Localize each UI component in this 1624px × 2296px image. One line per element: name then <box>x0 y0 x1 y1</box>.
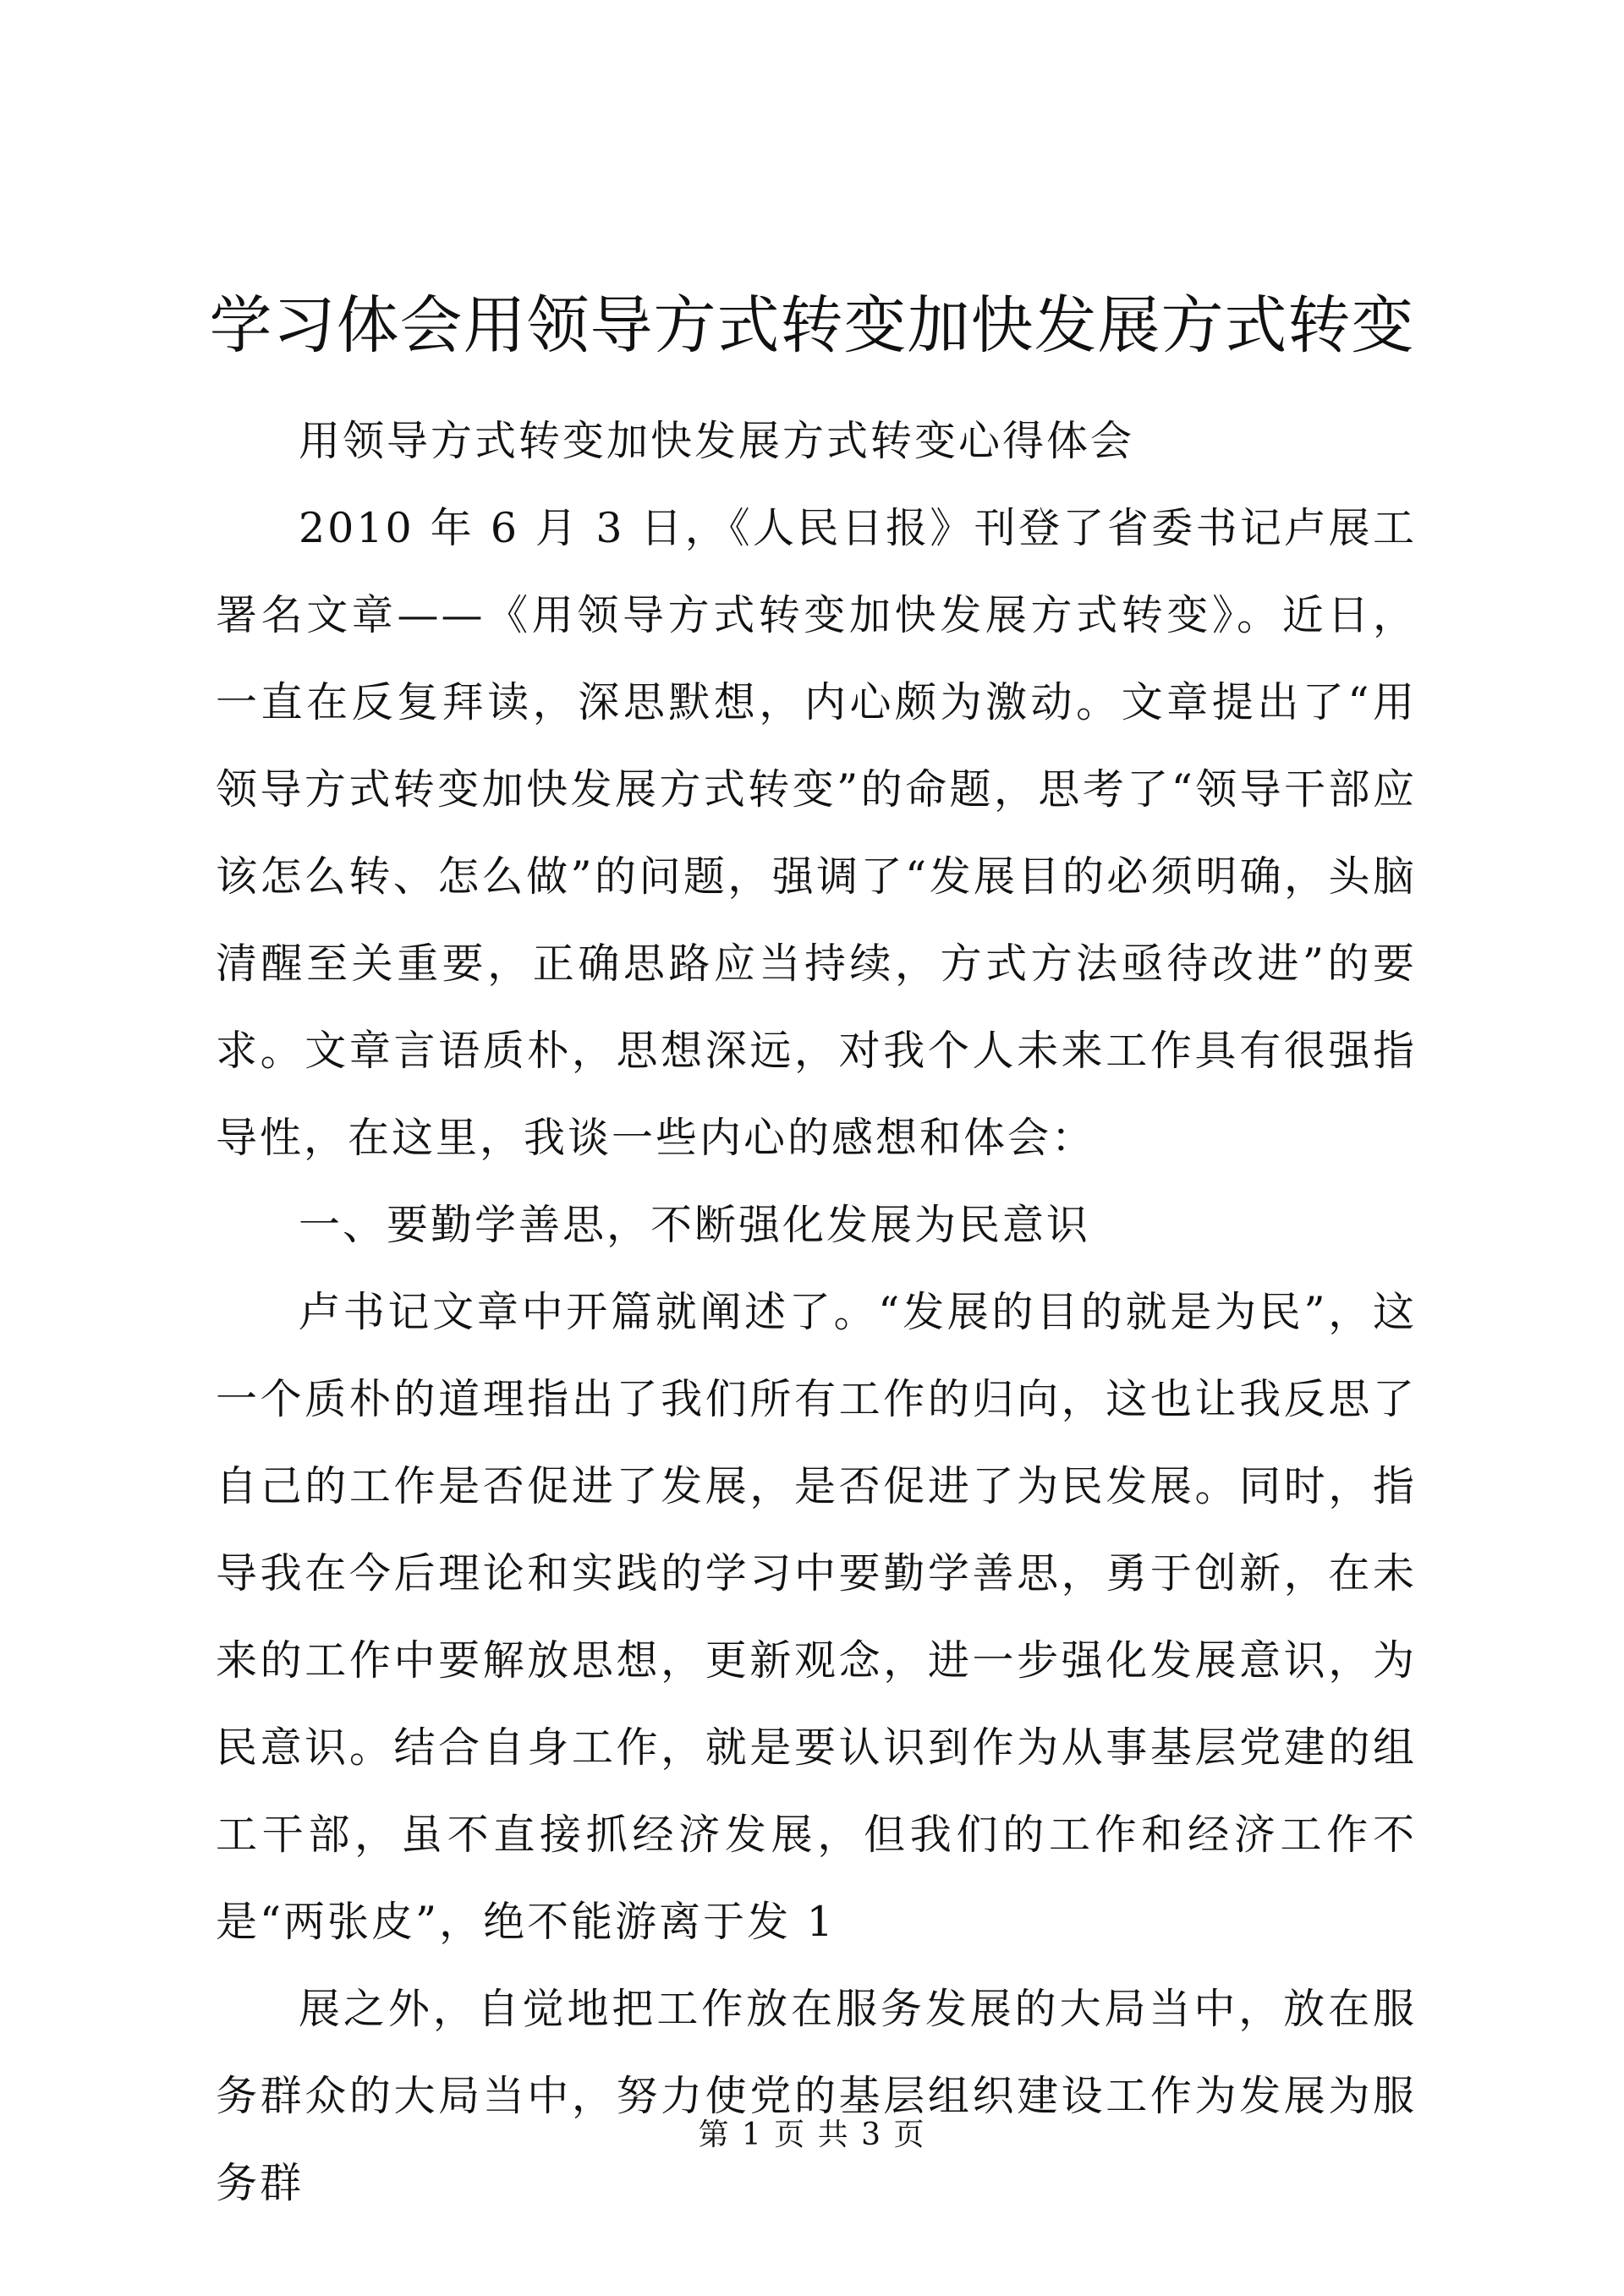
page-title: 学习体会用领导方式转变加快发展方式转变 <box>209 289 1415 362</box>
document-body <box>216 397 1417 2227</box>
paragraph-section-heading: 一、要勤学善思，不断强化发展为民意识 <box>299 1201 1091 1249</box>
paragraph-continuation: 展之外，自觉地把工作放在服务发展的大局当中，放在服务群众的大局当中，努力使党的基层组织建设工作为发展为服务群 <box>216 1985 1417 2207</box>
page-footer: 第 1 页 共 3 页 <box>698 2118 926 2152</box>
paragraph-intro: 2010 年 6 月 3 日，《人民日报》刊登了省委书记卢展工署名文章——《用领导方式转变加快发展方式转变》。近日，一直在反复拜读，深思默想，内心颇为激动。文章提出了“用领导方式转变加快发展方式转变”的命题，思考了“领导干部应该怎么转、怎么做”的问题，强调了“发展目的必须明确，头脑清醒至关重要，正确思路应当持续，方式方法亟待改进”的要求。文章言语质朴，思想深远，对我个人未来工作具有很强指导性，在这里，我谈一些内心的感想和体会： <box>216 504 1417 1162</box>
paragraph-subtitle: 用领导方式转变加快发展方式转变心得体会 <box>299 417 1135 465</box>
paragraph-section-body: 卢书记文章中开篇就阐述了。“发展的目的就是为民”，这一个质朴的道理指出了我们所有工作的归向，这也让我反思了自己的工作是否促进了发展，是否促进了为民发展。同时，指导我在今后理论和实践的学习中要勤学善思，勇于创新，在未来的工作中要解放思想，更新观念，进一步强化发展意识，为民意识。结合自身工作，就是要认识到作为从事基层党建的组工干部，虽不直接抓经济发展，但我们的工作和经济工作不是“两张皮”，绝不能游离于发 1 <box>216 1288 1417 1946</box>
